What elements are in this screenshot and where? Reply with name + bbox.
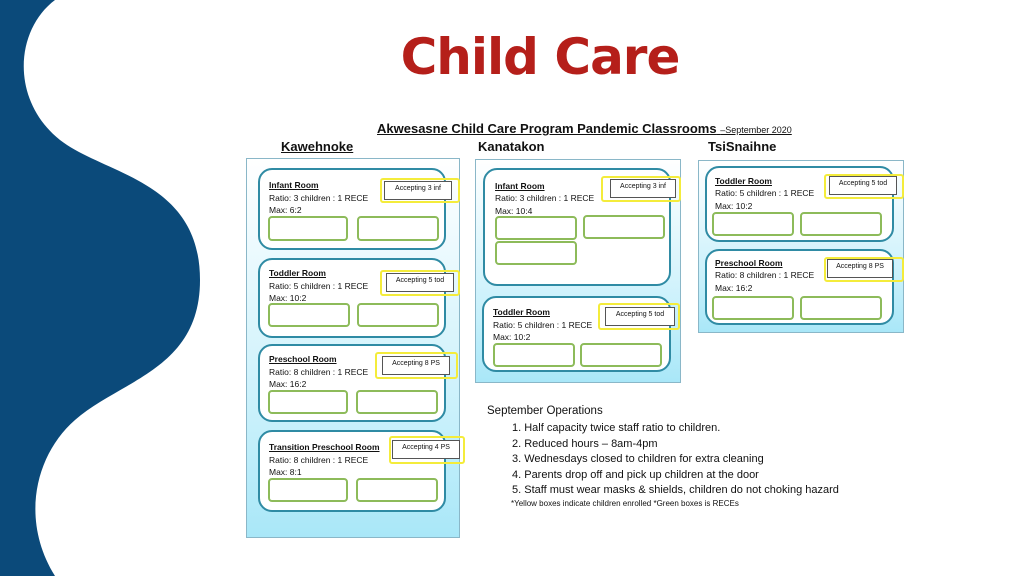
rece-box	[800, 296, 882, 320]
room-name: Transition Preschool Room	[269, 442, 380, 452]
rece-box	[268, 303, 350, 327]
rece-box	[712, 212, 794, 236]
rece-box	[583, 215, 665, 239]
rece-box	[268, 216, 348, 241]
rece-box	[493, 343, 575, 367]
accepting-label: Accepting 5 tod	[829, 176, 897, 195]
site-name-kawehnoke: Kawehnoke	[281, 139, 354, 154]
room-name: Preschool Room	[269, 354, 337, 364]
subtitle-date: –September 2020	[720, 125, 792, 135]
rece-box	[356, 390, 438, 414]
legend-note: *Yellow boxes indicate children enrolled *Green boxes is RECEs	[511, 499, 739, 508]
room-max: Max: 10:2	[715, 201, 753, 211]
room-ratio: Ratio: 8 children : 1 RECE	[715, 270, 815, 280]
room-ratio: Ratio: 5 children : 1 RECE	[493, 320, 593, 330]
rece-box	[356, 478, 438, 502]
operations-item: 1. Half capacity twice staff ratio to children.	[512, 422, 721, 434]
chart-subtitle	[377, 121, 792, 136]
operations-list	[512, 421, 839, 499]
operations-item: 4. Parents drop off and pick up children at the door	[512, 468, 759, 481]
room-name: Infant Room	[269, 180, 319, 190]
room-name: Toddler Room	[493, 307, 550, 317]
room-max: Max: 6:2	[269, 205, 302, 215]
rece-box	[800, 212, 882, 236]
room-max: Max: 16:2	[269, 379, 307, 389]
accepting-label: Accepting 5 tod	[605, 307, 675, 326]
rece-box	[712, 296, 794, 320]
room-ratio: Ratio: 5 children : 1 RECE	[269, 281, 369, 291]
room-ratio: Ratio: 5 children : 1 RECE	[715, 188, 815, 198]
accepting-label: Accepting 8 PS	[827, 259, 893, 278]
operations-title: September Operations	[487, 405, 603, 417]
page-title: Child Care	[400, 28, 680, 86]
rece-box	[357, 303, 439, 327]
room-name: Preschool Room	[715, 258, 783, 268]
operations-item: 5. Staff must wear masks & shields, children do not choking hazard	[512, 484, 839, 497]
room-ratio: Ratio: 3 children : 1 RECE	[269, 193, 369, 203]
rece-box	[357, 216, 439, 241]
accepting-label: Accepting 8 PS	[382, 356, 450, 375]
room-name: Toddler Room	[269, 268, 326, 278]
room-max: Max: 10:2	[269, 293, 307, 303]
rece-box	[495, 241, 577, 265]
rece-box	[580, 343, 662, 367]
rece-box	[268, 478, 348, 502]
accepting-label: Accepting 4 PS	[392, 440, 460, 459]
rece-box	[268, 390, 348, 414]
room-ratio: Ratio: 3 children : 1 RECE	[495, 193, 595, 203]
room-name: Toddler Room	[715, 176, 772, 186]
room-max: Max: 16:2	[715, 283, 753, 293]
operations-item: 3. Wednesdays closed to children for extra cleaning	[512, 453, 764, 466]
room-max: Max: 10:4	[495, 206, 533, 216]
subtitle-main: Akwesasne Child Care Program Pandemic Classrooms	[377, 121, 717, 136]
site-name-kanatakon: Kanatakon	[478, 139, 545, 154]
room-ratio: Ratio: 8 children : 1 RECE	[269, 367, 369, 377]
operations-item: 2. Reduced hours – 8am-4pm	[512, 437, 658, 450]
room-max: Max: 8:1	[269, 467, 302, 477]
accepting-label: Accepting 3 inf	[384, 181, 452, 200]
decorative-wave	[0, 0, 210, 576]
accepting-label: Accepting 3 inf	[610, 179, 676, 198]
room-name: Infant Room	[495, 181, 545, 191]
rece-box	[495, 216, 577, 240]
site-name-tsisnaihne: TsiSnaihne	[708, 139, 777, 154]
accepting-label: Accepting 5 tod	[386, 273, 454, 292]
room-max: Max: 10:2	[493, 332, 531, 342]
room-ratio: Ratio: 8 children : 1 RECE	[269, 455, 369, 465]
